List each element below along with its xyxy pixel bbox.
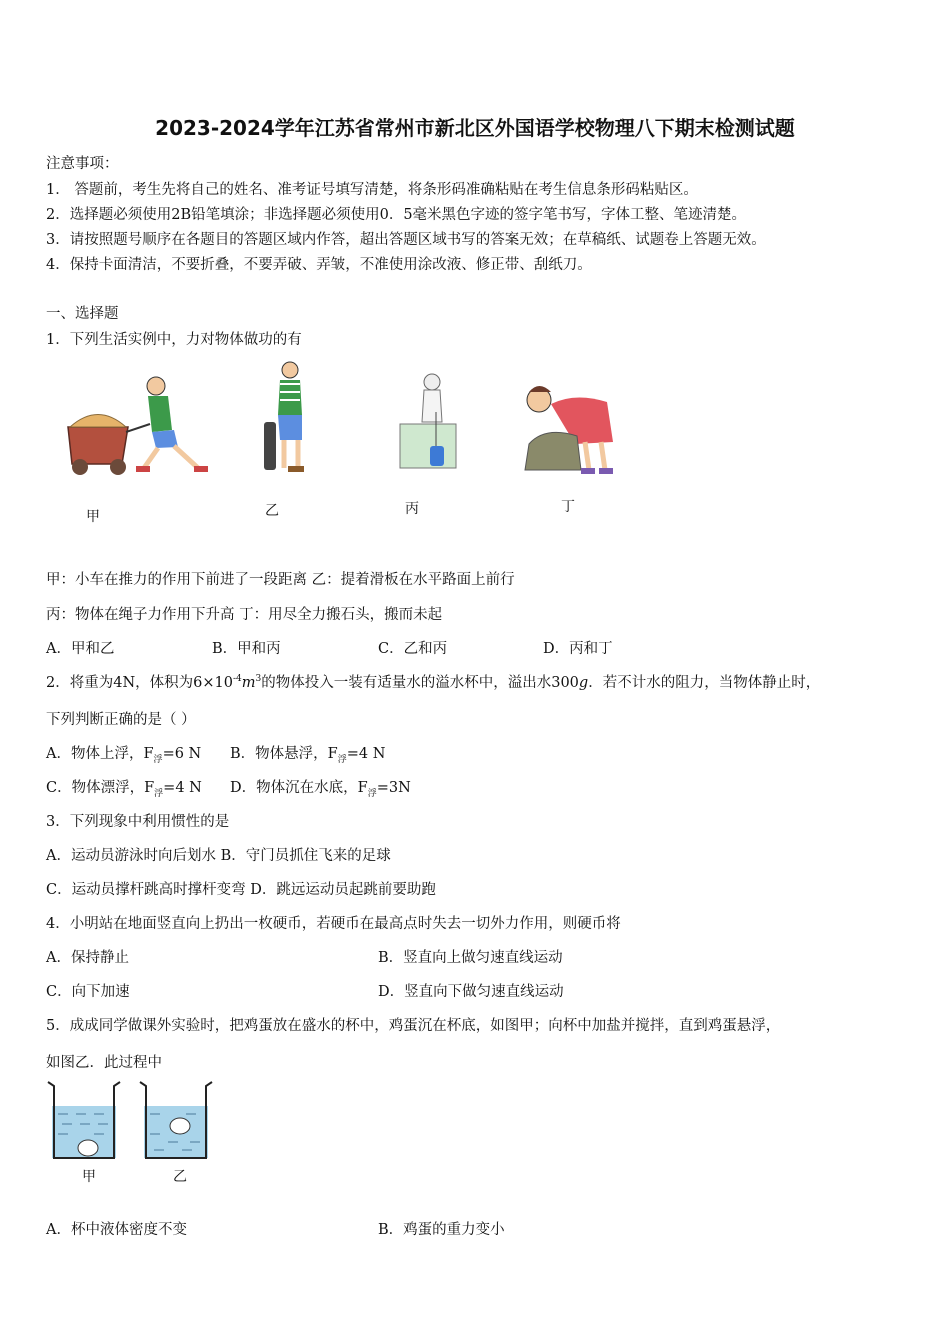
- q1-description-1: 甲：小车在推力的作用下前进了一段距离 乙：提着滑板在水平路面上前行: [46, 572, 515, 588]
- q3-options-line2: C．运动员撑杆跳高时撑杆变弯 D．跳远运动员起跳前要助跑: [46, 882, 436, 898]
- figure-beaker-jia: [46, 1080, 122, 1160]
- q4-option-c: C．向下加速: [46, 984, 130, 1000]
- figure-ding-stone: [515, 378, 625, 478]
- q2-option-a: A．物体上浮，$F_浮=6$ N: [46, 746, 202, 765]
- q4-option-b: B．竖直向上做匀速直线运动: [378, 950, 563, 966]
- figure-yi-skateboard: [258, 360, 318, 480]
- figure-beaker-yi: [138, 1080, 214, 1160]
- q1-option-d: D．丙和丁: [543, 641, 613, 657]
- q3-options-line1: A．运动员游泳时向后划水 B．守门员抓住飞来的足球: [46, 848, 391, 864]
- q5-stem-line2: 如图乙．此过程中: [46, 1055, 162, 1071]
- q3-stem: 3．下列现象中利用惯性的是: [46, 814, 230, 830]
- q1-option-a: A．甲和乙: [46, 641, 115, 657]
- q5-figure-label-jia: 甲: [82, 1169, 96, 1185]
- q4-option-a: A．保持静止: [46, 950, 129, 966]
- notice-item-4: 4．保持卡面清洁，不要折叠，不要弄破、弄皱，不准使用涂改液、修正带、刮纸刀。: [46, 257, 592, 273]
- q1-description-2: 丙：物体在绳子力作用下升高 丁：用尽全力搬石头，搬而未起: [46, 607, 443, 623]
- q2-stem: 2．将重为4N，体积为$6\times 10^{-4}m^3$的物体投入一装有适量水的溢水杯中，溢出水300g．若不计水的阻力，当物体静止时，: [46, 674, 821, 691]
- q2-option-b: B．物体悬浮，$F_浮=4$ N: [230, 746, 386, 765]
- q5-stem: 5．成成同学做课外实验时，把鸡蛋放在盛水的杯中，鸡蛋沉在杯底，如图甲；向杯中加盐并搅拌，直到鸡蛋悬浮，: [46, 1018, 781, 1034]
- figure-bing-pulley: [396, 372, 458, 472]
- q2-stem-line2: 下列判断正确的是（ ）: [46, 712, 196, 728]
- notice-heading: 注意事项：: [46, 156, 119, 172]
- q2-option-c: C．物体漂浮，$F_浮=4$ N: [46, 780, 202, 799]
- page-title: 2023-2024学年江苏省常州市新北区外国语学校物理八下期末检测试题: [155, 116, 795, 140]
- notice-item-2: 2．选择题必须使用2B铅笔填涂；非选择题必须使用0．5毫米黑色字迹的签字笔书写，字体工整、笔迹清楚。: [46, 207, 747, 223]
- q4-option-d: D．竖直向下做匀速直线运动: [378, 984, 564, 1000]
- section-heading: 一、选择题: [46, 306, 119, 322]
- figure-label-yi: 乙: [265, 503, 279, 519]
- q1-stem: 1．下列生活实例中，力对物体做功的有: [46, 332, 302, 348]
- q1-option-b: B．甲和丙: [212, 641, 281, 657]
- figure-jia-cart: [58, 372, 218, 482]
- q4-stem: 4．小明站在地面竖直向上扔出一枚硬币，若硬币在最高点时失去一切外力作用，则硬币将: [46, 916, 621, 932]
- q5-figure-label-yi: 乙: [173, 1169, 187, 1185]
- figure-label-jia: 甲: [86, 509, 100, 525]
- figure-label-ding: 丁: [561, 499, 575, 515]
- notice-item-1: 1． 答题前，考生先将自己的姓名、准考证号填写清楚，将条形码准确粘贴在考生信息条形码粘贴区。: [46, 182, 698, 198]
- q2-option-d: D．物体沉在水底，$F_浮=3N$: [230, 780, 411, 799]
- q1-option-c: C．乙和丙: [378, 641, 448, 657]
- q5-option-b: B．鸡蛋的重力变小: [378, 1222, 505, 1238]
- figure-label-bing: 丙: [405, 501, 419, 517]
- q5-option-a: A．杯中液体密度不变: [46, 1222, 187, 1238]
- notice-item-3: 3．请按照题号顺序在各题目的答题区域内作答，超出答题区域书写的答案无效；在草稿纸、试题卷上答题无效。: [46, 232, 766, 248]
